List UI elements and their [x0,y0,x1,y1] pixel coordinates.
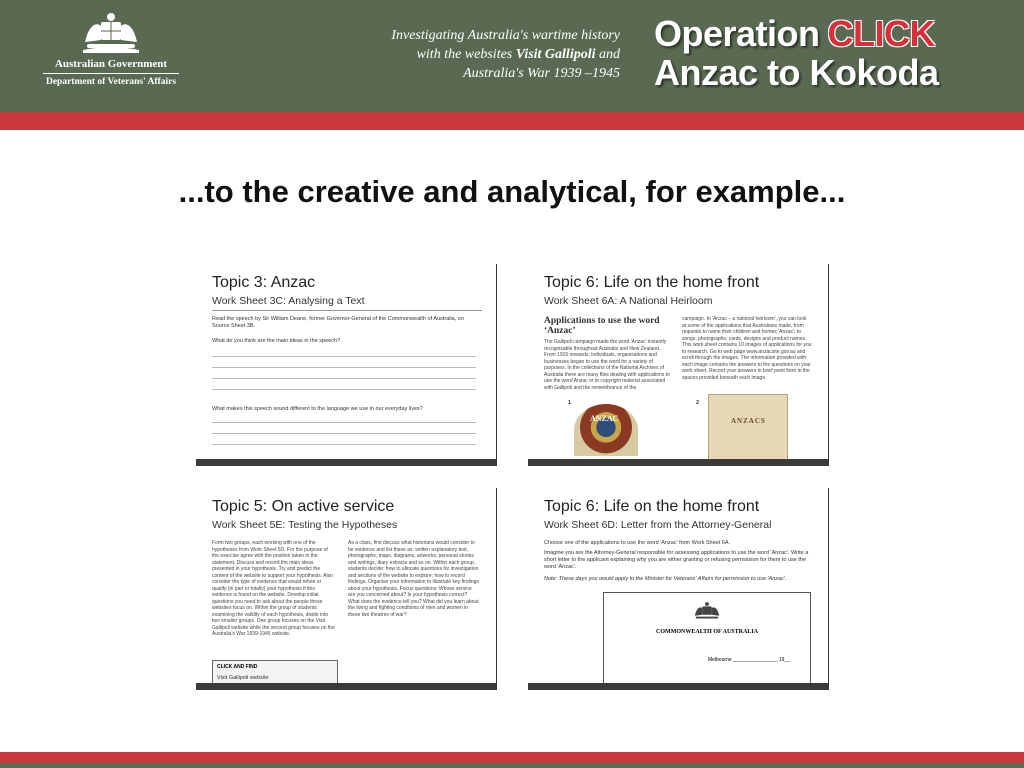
body-text: The Gallipoli campaign made the word 'Anzac' instantly recognisable throughout Australia and New Zealand. From 1915 onwards, individuals, organisations and businesses began to use the word for a variety of purposes. In the collections of the National Archives of Australia there are many files dealing with applications to use the word Anzac or to copyright material associated with Gallipoli and the remembrance of the [544,339,670,391]
image-number: 2 [696,400,700,406]
question-1: What do you think are the main ideas in the speech? [212,338,341,344]
image-label: ANZAC [590,414,619,423]
coat-of-arms-icon [79,10,143,54]
question-2: What makes this speech sound different to the language we use in our everyday lives? [212,406,423,412]
image-number: 1 [568,400,572,406]
worksheet-intro: Choose one of the applications to use the word 'Anzac' from Work Sheet 6A. [544,540,731,546]
program-title [654,14,939,92]
tagline-line-1: Investigating Australia's wartime history [391,28,620,43]
worksheet-6d-thumbnail [528,488,829,690]
click-word: CLICK [827,13,936,54]
government-logo [36,10,186,96]
body-text: As a class, first discuss what historians would consider to be evidence and list these as: written explanatory text, photographs, maps, diagrams, artworks, personal stories and writings, diary extracts and so on. Within each group, students decide: how to allocate questions for investigation and sections of the website to explore; how to record findings. Organise your information to illustrate key findings about your hypothesis. Focus questions: Whose service are you concerned about? Is your hypothesis correct? What does the evidence tell you? What did you learn about the living and fighting conditions of men and women in these two theatres of war? [348,540,479,618]
tagline-website-1: Visit Gallipoli [515,47,596,62]
worksheet-left-column [212,540,336,654]
header-banner [0,0,1024,112]
worksheet-subtitle: Work Sheet 6D: Letter from the Attorney-General [544,519,772,531]
footer-accent-bar [0,752,1024,763]
worksheet-intro: Read the speech by Sir William Deane, former Governor-General of the Commonwealth of Australia, on Source Sheet 3B. [212,316,464,329]
department-name: Department of Veterans' Affairs [45,77,177,87]
letter-template [603,592,811,684]
divider [212,310,482,311]
letter-date-line: Melbourne ________________ 19__ [707,657,790,663]
divider [43,73,179,74]
operation-word: Operation [654,13,820,54]
tagline [320,26,620,83]
box-tag: CLICK AND FIND [217,664,258,670]
government-name: Australian Government [54,58,168,70]
body-text: Form two groups, each working with one of the hypotheses from Work Sheet 5D. For the purpose of the exercise agree with the position taken in the statement. Discuss and record the main ideas presented in your hypothesis. Try and predict the content of the website to support your hypothesis. Also consider the type of evidence that would refute or qualify (in part or totally) your hypothesis if this evidence is found on the website. Develop initial questions you need to ask about the people these websites focus on. Within the group of students examining the validity of each hypothesis, divide into two smaller groups. One group focuses on the Visit Gallipoli website while the second group focuses on the Australia's War 1939-1945 website. [212,540,335,637]
letterhead: COMMONWEALTH OF AUSTRALIA [656,629,758,635]
worksheet-right-column [348,540,480,680]
coat-of-arms-icon [692,599,722,623]
worksheet-3c-thumbnail [196,264,497,466]
tagline-text: with the websites [416,47,516,62]
program-subtitle: Anzac to Kokoda [654,52,939,93]
worksheet-note: Note: These days you would apply to the Minister for Veterans' Affairs for permission to use 'Anzac'. [544,576,787,582]
worksheet-subtitle: Work Sheet 6A: A National Heirloom [544,295,713,307]
anzac-song-sheet-image [708,394,788,460]
header-accent-bar [0,112,1024,130]
answer-line [212,367,476,368]
click-and-find-box [212,660,338,690]
footer-bar [0,763,1024,768]
anzac-badge-image [574,404,638,456]
box-text: Visit Gallipoli website [217,675,269,681]
tagline-text: and [595,47,620,62]
worksheet-instructions: Imagine you are the Attorney-General responsible for assessing applications to use the word 'Anzac'. Write a short letter to the applicant explaining why you are either granting or refusing permission for them to use the word 'Anzac'. [544,550,809,570]
worksheet-5e-thumbnail [196,488,497,690]
worksheet-title: Topic 3: Anzac [212,274,316,291]
tagline-line-2 [320,45,620,64]
answer-line [212,378,476,379]
section-heading: Applications to use the word ‘Anzac’ [544,316,660,336]
answer-line [212,356,476,357]
slide-headline: ...to the creative and analytical, for example... [178,174,846,209]
worksheet-title: Topic 5: On active service [212,498,395,515]
tagline-line-3: Australia's War 1939 –1945 [463,66,620,81]
worksheet-right-column [682,316,812,392]
answer-line [212,433,476,434]
answer-line [212,444,476,445]
worksheet-title: Topic 6: Life on the home front [544,274,760,291]
answer-line [212,389,476,390]
worksheet-left-column [544,316,672,392]
worksheet-subtitle: Work Sheet 5E: Testing the Hypotheses [212,519,398,531]
worksheet-6a-thumbnail [528,264,829,466]
answer-line [212,422,476,423]
image-label: ANZACS [731,417,766,425]
body-text: campaign. In 'Anzac – a national heirloom', you can look at some of the applications that Australians made, from requests to name their children and homes 'Anzac'; to songs, photographs, cards, designs and product names. This work sheet contains 10 images of applications for you to research. Go to web page www.anzacsite.gov.au and scroll through the images. The information provided with each image contains the answers to the questions on your work sheet. Record your answers in brief point form in the spaces provided beneath each image. [682,316,812,381]
worksheet-subtitle: Work Sheet 3C: Analysing a Text [212,295,365,307]
worksheet-title: Topic 6: Life on the home front [544,498,760,515]
